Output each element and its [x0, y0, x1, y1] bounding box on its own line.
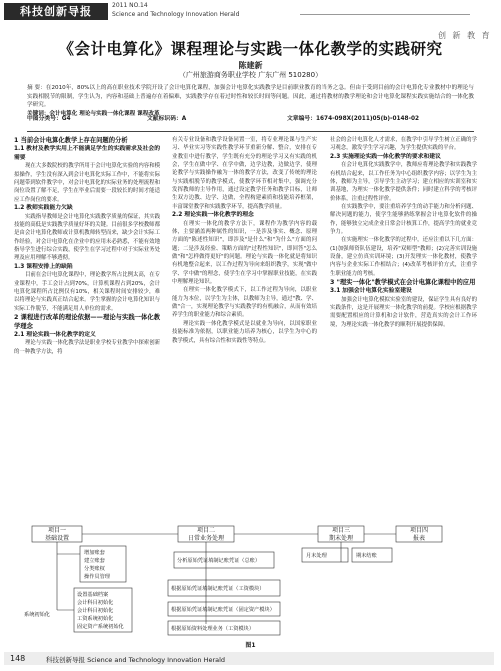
project-1-lower-item: 固定资产系统初始化	[77, 624, 124, 630]
paragraph: 加强会计电算化模拟实验室的建设，保证学生具有良好的实践条件，这是开展理实一体化教学的前提。学校应根据教学需要配置相应的计算机和会计软件，营造真实的会计工作环境，为理论实践一体化教学的顺利开展提供保障。	[330, 296, 477, 328]
subsection-heading: 2.3 实施理论实践一体化教学的要求和建议	[330, 153, 441, 160]
paragraph: 社会的会计电算化人才需求，在教学中引导学生树立正确的学习观念，激发学生学习兴趣，为学生提供实践的平台。	[330, 137, 477, 152]
subsection-heading: 2.1 理论实践一体化教学的定义	[14, 331, 96, 338]
figure-1	[18, 524, 478, 639]
keywords: 关键词：会计电算化 理论与实践一体化课程 课程改革	[27, 110, 160, 117]
paragraph: 目前在会计电算化课程中，理论教学所占比例太高，在专业课程中，手工会计占到70%，计算机课程占到20%，会计电算化课程所占比例仅有10%，相关课程时间安排较少，难以将理论与实践真正结合起来。学生掌握的会计电算化知识与实际工作脱节，不能满足用人单位的需求。	[14, 272, 160, 312]
project-1-lower-item: 设置基础档案	[77, 592, 109, 598]
project-3-title: 项目三	[331, 527, 351, 534]
project-1-lower-item: 工资系统初始化	[77, 616, 114, 622]
project-3-item-text: 月末处理	[306, 553, 327, 559]
project-1-item: 增加账套	[84, 550, 105, 556]
figure-caption: 图1	[245, 642, 256, 649]
paragraph: 在会计电算化实践教学中，教师应将理论教学和实践教学有机结合起来，以工作任务为中心组织教学内容；以学生为主体，教师为主导，引导学生主动学习；建立相应的实训室和实训基地，为理实一体化教学提供条件；同时建立科学的考核评价体系，注重过程性评价。	[330, 162, 477, 202]
project-4-title: 项目四	[409, 527, 429, 534]
abstract-text: 摘 要：在2010年，80%以上的高在职业技术学院开设了会计电算化课程，加强会计电算化实践教学是目前职业教育的当务之急。但由于受到目前的会计电算化专业教材中的理论与实践相脱节的限制，学生认为，内容和基础上普遍存在着偏难，实践教学存在着过时性和较长时间等问题。因此，通过将教材的教学理论和会计电算化课程实践实施结合的一体化教学研究。	[27, 85, 474, 109]
project-1-item: 建立账套	[84, 558, 105, 564]
flow-diagram	[18, 524, 478, 639]
affiliation: （广州旅游商务职业学校 广东广州 510280）	[178, 71, 323, 79]
section-heading: 1 当前会计电算化教学上存在问题的分析	[14, 137, 128, 144]
paragraph: 在理实一体化的教学方法下，课程作为教学内容的载体，主要涵盖两种属性的知识，一是涉及事实、概念、原理方面的"陈述性知识"，即涉及"是什么"和"为什么"方面的问题；二是涉及经验、策略方面的"过程性知识"，即回答"怎么做"和"怎样做得更好"的问题。理论与实践一体化就是将知识有机地整合起来，以工作过程为导向来组织教学，实现"做中学、学中做"的理念，使学生在学习中掌握职业技能，在实践中理解理论知识。	[172, 220, 317, 286]
project-1-lower-item: 会计科目初始化	[77, 600, 114, 606]
subsection-heading: 2.2 理论实践一体化教学的理念	[172, 212, 254, 219]
project-3-sub: 期末处理	[328, 535, 354, 542]
subsection-heading: 3.1 加强会计电算化实验室建设	[330, 288, 412, 295]
separator-rule	[27, 131, 474, 132]
project-2-item-text: 分析原始凭证填制记账凭证（总账）	[177, 558, 261, 564]
paragraph: 现在大多数院校的教学所用于会计电算化实验的内容和模拟操作，学生没有深入到会计电算化实际工作中，不能将实际问题带到软件教学中，对会计电算化的实际业务的处理流程和岗位设置了解不足，学生在毕业后需要一段较长的时间才能适应工作岗位的要求。	[14, 163, 160, 203]
paragraph: 在实施理实一体化教学的过程中，还应注重以下几方面：(1)加强师资队伍建设，培养"双师型"教师；(2)完善实训设施设备，建立仿真实训环境；(3)开发理实一体化教材，使教学内容与企业实际工作相结合；(4)改革考核评价方式，注重学生职业能力的考核。	[330, 237, 477, 277]
column-3	[330, 136, 477, 329]
section-heading: 3 "理实一体化"教学模式在会计电算化课程中的应用	[330, 279, 476, 287]
paragraph: 理论实践一体化教学模式是以就业为导向，以国家职业技能标准为依据，以职业能力培养为核心，以学生为中心的教学模式，具有综合性和实践性等特点。	[172, 320, 317, 344]
document-code: 文献标识码：A	[147, 116, 187, 122]
journal-english-name: Science and Technology Innovation Herald	[112, 11, 240, 18]
project-3-item-text: 期末结账	[356, 553, 377, 559]
project-1-left-label: 系统初始化	[24, 612, 50, 618]
page-number: 148	[10, 654, 26, 663]
issue-number: 2011 NO.14	[112, 2, 148, 9]
project-4-sub: 报表	[412, 535, 426, 542]
paragraph: 实践指导教师是会计电算化实践教学质量的保证，其实践技能的高低是实践教学质量好坏的关键。目前很多学校教师都是由会计电算化教师或计算机教师转型而来，缺少会计实际工作经验，对会计电算化在企业中的应用未必熟悉，不能有效地指导学生进行综合实践，使学生在学习过程中对于实际业务处理及应用理解不够透彻。	[14, 213, 160, 262]
journal-logo: 科技创新导报	[4, 3, 108, 20]
header-rule	[300, 14, 470, 15]
subsection-heading: 1.1 教材及教学实用上不能满足学生的实践需求及社会的需要	[14, 146, 160, 161]
footer-journal: 科技创新导报 Science and Technology Innovation Herald	[46, 656, 226, 664]
project-2-item-text: 根据原始资料处理业务（工资模块）	[171, 626, 255, 632]
project-1-item: 操作员管理	[84, 574, 110, 580]
column-1	[14, 136, 160, 356]
project-1-lower-item: 会计科目初始化	[77, 608, 114, 614]
article-title: 《会计电算化》课程理论与实践一体化教学的实践研究	[58, 40, 443, 58]
clc-number: 中图分类号：G4	[27, 116, 71, 122]
project-2-sub: 日常业务处理	[187, 535, 225, 542]
paragraph: 在实践教学中，要注重培养学生的动手能力和分析问题、解决问题的能力，使学生能够熟练掌握会计电算化软件的操作，能够独立完成企业日常会计核算工作，提高学生的就业竞争力。	[330, 204, 477, 236]
project-2-item-text: 根据原始凭证填制记账凭证（工资模块）	[171, 586, 265, 592]
subsection-heading: 1.3 课程安排上的缺陷	[14, 263, 73, 270]
column-2	[172, 136, 317, 345]
article-number: 文章编号：1674-098X(2011)05(b)-0148-02	[287, 116, 420, 122]
subsection-heading: 1.2 教师实践能力欠缺	[14, 204, 73, 211]
project-1-item: 分类账权	[84, 566, 105, 572]
section-heading: 2 课程进行改革的理论依据——理论与实践一体化教学理念	[14, 313, 160, 330]
paragraph: 在理实一体化教学模式下，以工作过程为导向，以职业能力为本位，以学生为主体，以教师为主导，通过"教、学、做"合一，实现理论教学与实践教学的有机融合，从而有效培养学生的职业能力和综合素质。	[172, 287, 317, 319]
project-2-item-text: 根据原始凭证填制记账凭证（固定资产模块）	[171, 607, 275, 613]
author: 陈建新	[238, 61, 263, 70]
project-1-sub: 基础设置	[44, 535, 70, 542]
paragraph: 理论与实践一体化教学法是职业学校专业教学中探索创新的一种教学方法，将	[14, 340, 160, 355]
project-1-title: 项目一	[47, 527, 67, 534]
paragraph: 有关专业设备和教学设备同置一室，将专业理论课与生产实习、毕业实习等实践性教学环节重新分解、整合，安排在专业教室中进行教学，学生既有充分的理论学习又有实践的机会，学生在做中学、在学中做，边学边教，边做边学，使理论教学与实践操作融为一体的教学方法，改变了传统的理论与实践相脱节的教学模式，使教学环节相对集中，强调充分发挥教师的主导作用，通过设定教学任务和教学目标，让师生双方边教、边学、边做，全程构建素质和技能培养框架，丰富课堂教学和实践教学环节，提高教学质量。	[172, 137, 317, 210]
project-2-title: 项目二	[196, 527, 216, 534]
column-tag: 创 新 教 育	[438, 31, 492, 40]
